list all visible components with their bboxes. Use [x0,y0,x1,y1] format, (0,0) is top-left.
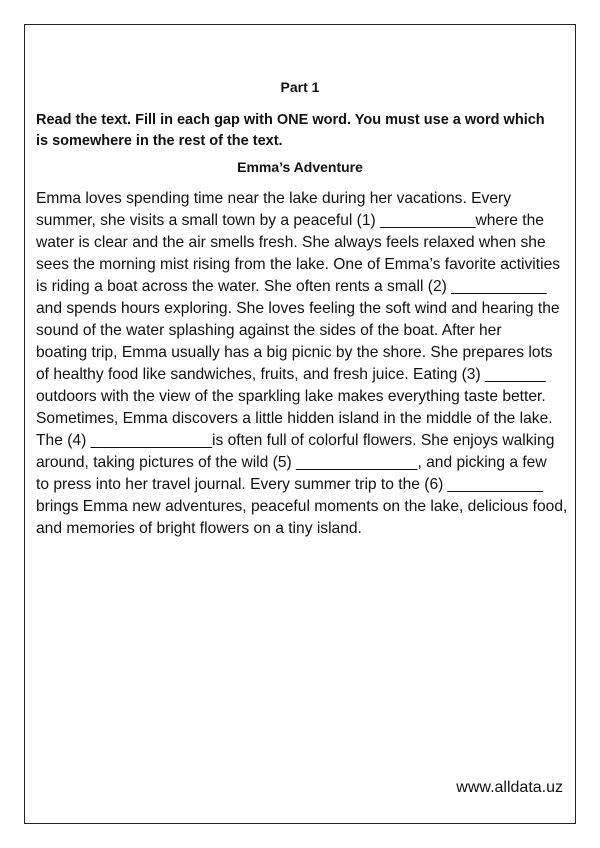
part-title: Part 1 [280,79,320,95]
story-title: Emma’s Adventure [237,159,363,175]
story-line: sees the morning mist rising from the lake. One of Emma’s favorite activities [36,256,561,273]
story-line: Emma loves spending time near the lake during her vacations. Every [36,190,511,207]
story-line: around, taking pictures of the wild (5) ______________, and picking a few [36,454,547,471]
story-line: outdoors with the view of the sparkling lake makes everything taste better. [36,388,546,405]
story-line: boating trip, Emma usually has a big picnic by the shore. She prepares lots [36,344,553,361]
story-line: summer, she visits a small town by a peaceful (1) ___________where the [36,212,544,229]
story-line: water is clear and the air smells fresh. She always feels relaxed when she [36,234,546,251]
story-line: brings Emma new adventures, peaceful moments on the lake, delicious food, [36,498,568,515]
story-line: of healthy food like sandwiches, fruits, and fresh juice. Eating (3) _______ [36,366,546,383]
instructions [36,110,561,152]
story-line: is riding a boat across the water. She often rents a small (2) ___________ [36,278,547,295]
story-line: sound of the water splashing against the sides of the boat. After her [36,322,502,339]
story-line: Sometimes, Emma discovers a little hidden island in the middle of the lake. [36,410,553,427]
story-line: and memories of bright flowers on a tiny island. [36,520,362,537]
instructions-line: is somewhere in the rest of the text. [36,133,283,149]
worksheet-page [24,24,576,824]
story-text [36,188,566,540]
story-line: to press into her travel journal. Every summer trip to the (6) ___________ [36,476,544,493]
instructions-line: Read the text. Fill in each gap with ONE word. You must use a word which [36,112,545,128]
footer-url: www.alldata.uz [456,779,563,796]
story-line: The (4) ______________is often full of colorful flowers. She enjoys walking [36,432,555,449]
story-line: and spends hours exploring. She loves feeling the soft wind and hearing the [36,300,560,317]
